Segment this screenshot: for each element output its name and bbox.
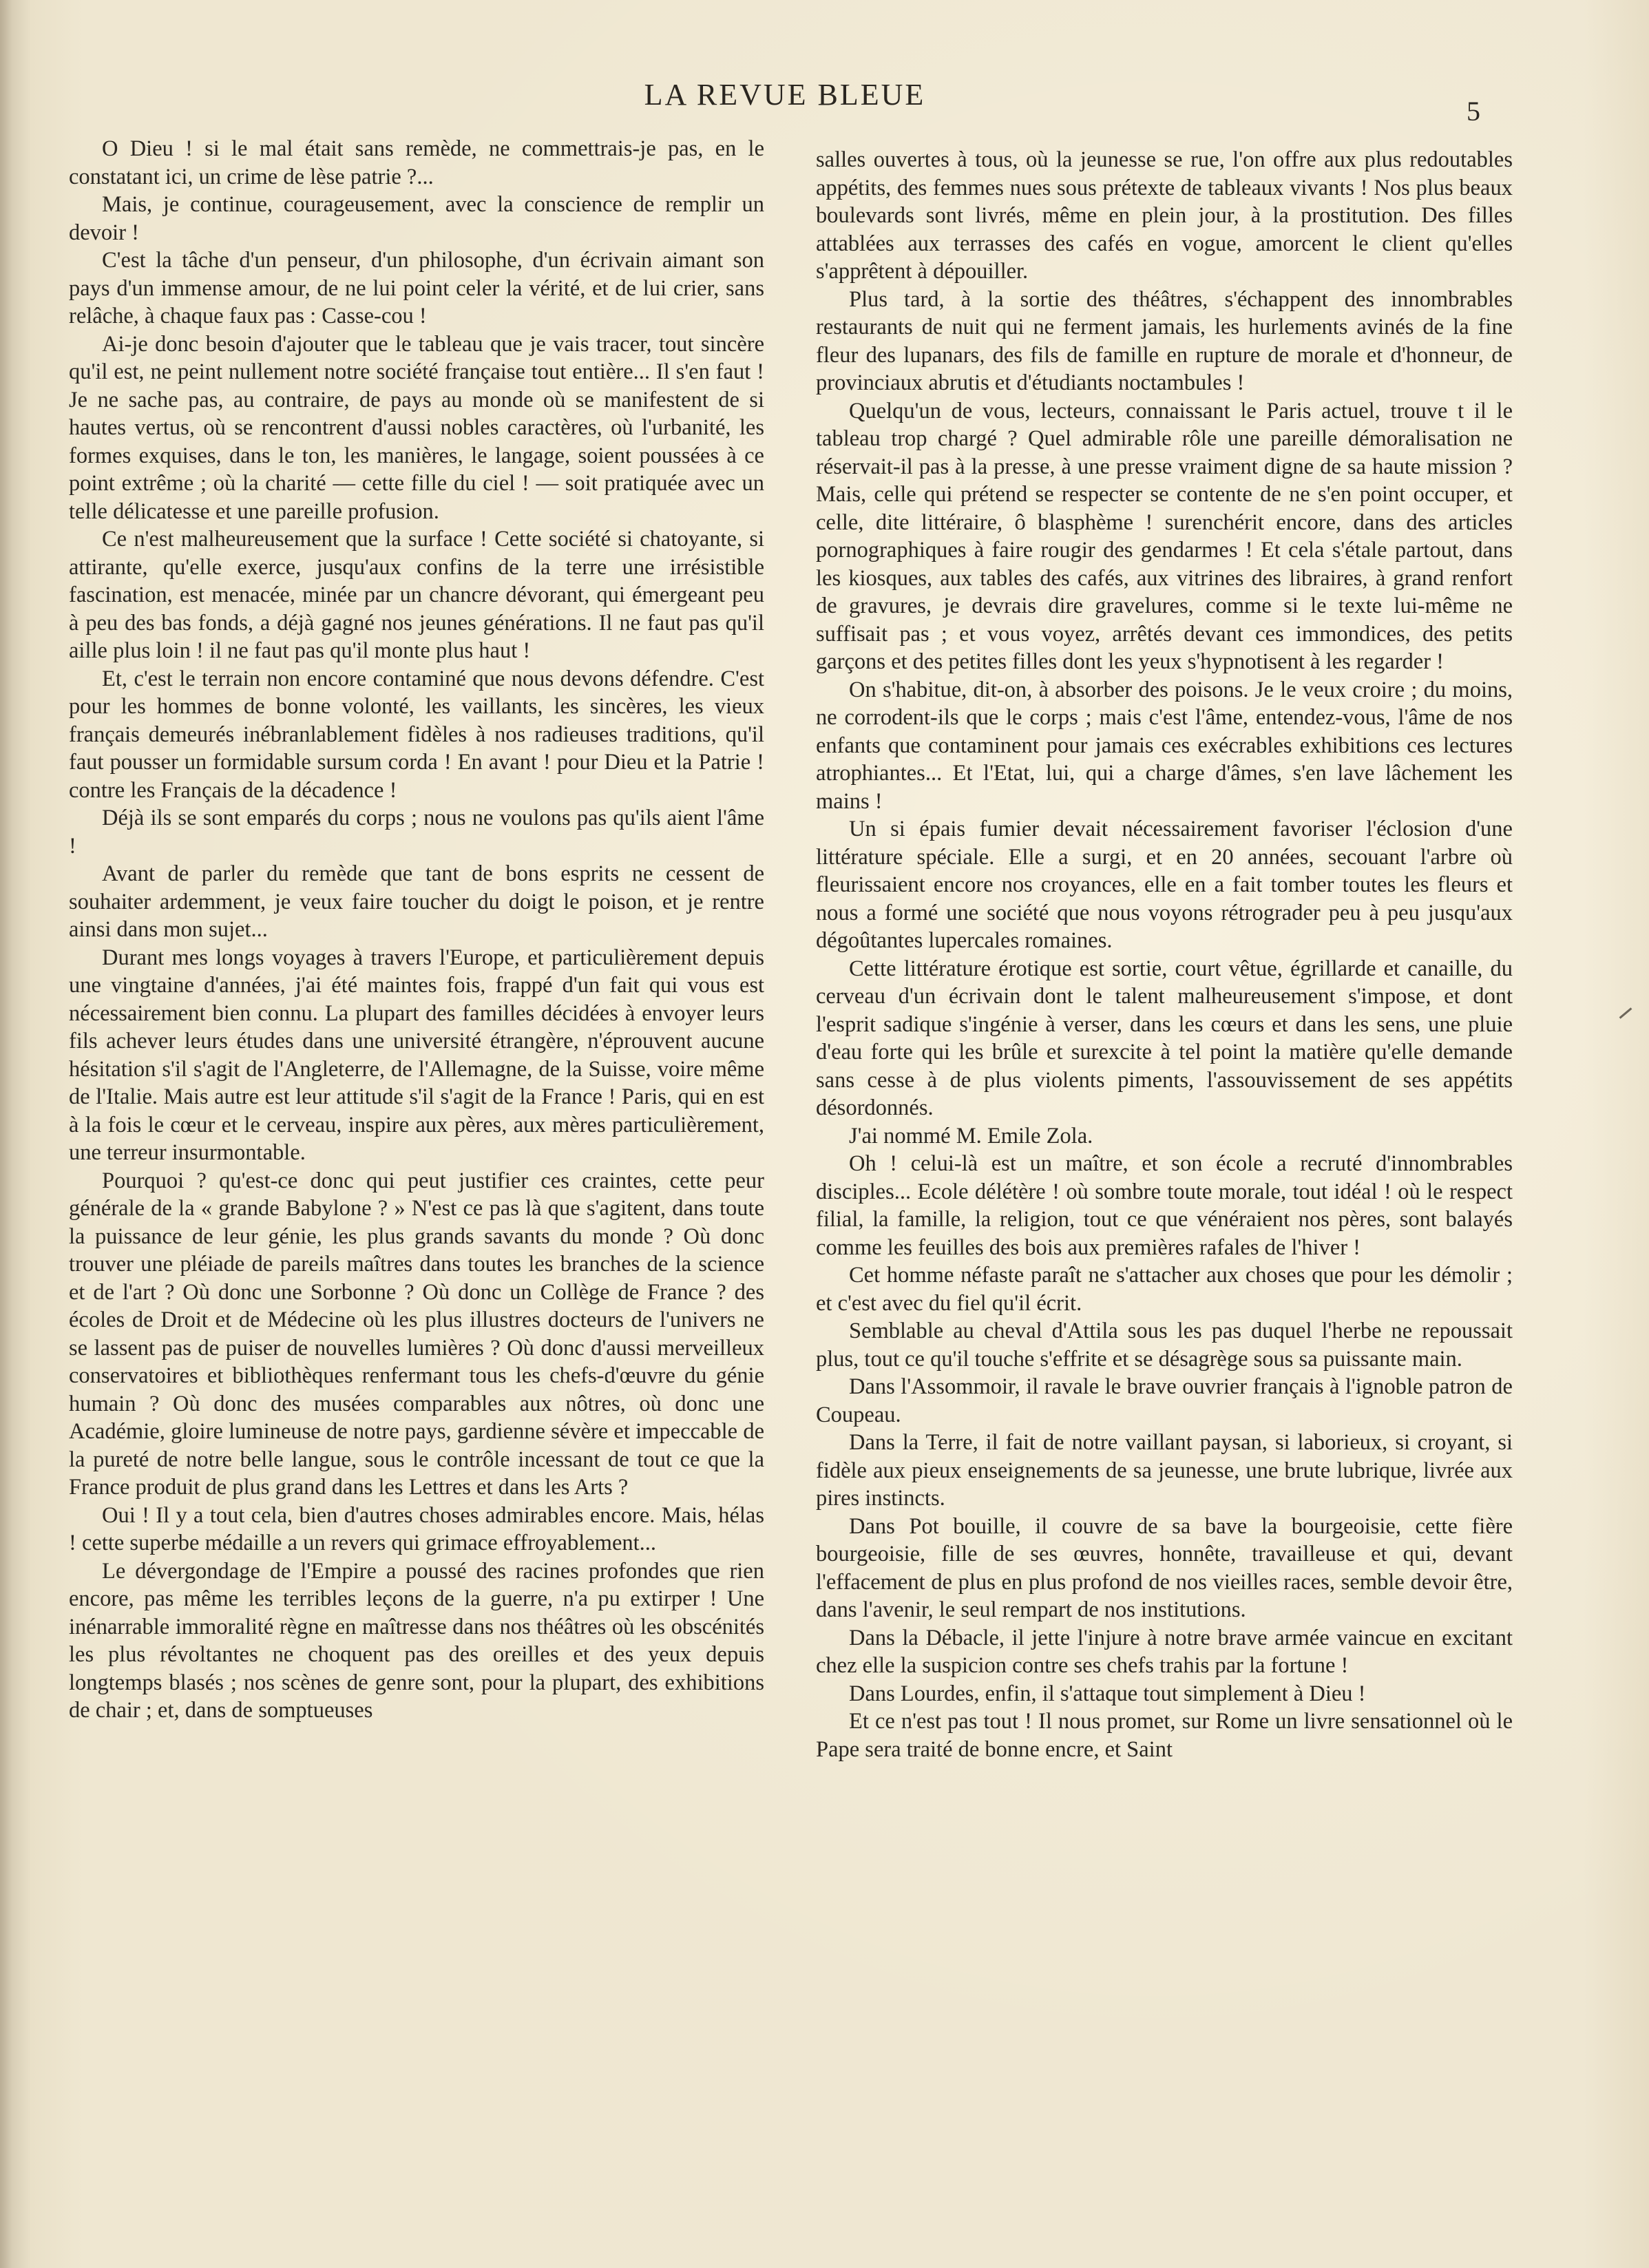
paragraph: Ce n'est malheureusement que la surface ! Cette société si chatoyante, si attirante, qu'elle exerce, jusqu'aux confins de la terre une irrésistible fascination, est menacée, minée par un chancre dévorant, qui émergeant peu à peu des bas fonds, a déjà gagné nos jeunes générations. Il ne faut pas qu'il aille plus loin ! il ne faut pas qu'il monte plus haut !	[69, 527, 764, 663]
paragraph: Quelqu'un de vous, lecteurs, connaissant le Paris actuel, trouve t il le tableau trop chargé ? Quel admirable rôle une pareille démoralisation ne réservait-il pas à la presse, à une presse vraiment digne de sa haute mission ? Mais, celle qui prétend se respecter se contente de ne s'en point occuper, et celle, dite littéraire, ô blasphème ! surenchérit encore, dans des articles pornographiques à faire rougir des gendarmes ! Et cela s'étale partout, dans les kiosques, aux tables des cafés, aux vitrines des libraires, à grand renfort de gravures, je devrais dire gravelures, comme si le texte lui-même ne suffisait pas ; et vous voyez, arrêtés devant ces immondices, des petits garçons et des petites filles dont les yeux s'hypnotisent à les regarder !	[816, 398, 1513, 674]
paragraph: Oui ! Il y a tout cela, bien d'autres choses admirables encore. Mais, hélas ! cette superbe médaille a un revers qui grimace effroyablement...	[69, 1502, 764, 1555]
paragraph: salles ouvertes à tous, où la jeunesse se rue, l'on offre aux plus redoutables appétits, des femmes nues sous prétexte de tableaux vivants ! Nos plus beaux boulevards sont livrés, même en plein jour, à la prostitution. Des filles attablées aux terrasses des cafés en vogue, amorcent le client qu'elles s'apprêtent à dépouiller.	[816, 147, 1513, 284]
paragraph: Ai-je donc besoin d'ajouter que le tableau que je vais tracer, tout sincère qu'il est, ne peint nullement notre société française tout entière... Il s'en faut ! Je ne sache pas, au contraire, de pays au monde où se manifestent de si hautes vertus, où se rencontrent d'aussi nobles caractères, où l'urbanité, les formes exquises, dans le ton, les manières, le langage, soient poussées à ce point extrême ; où la charité — cette fille du ciel ! — soit pratiquée avec un telle délicatesse et une pareille profusion.	[69, 331, 764, 524]
paragraph: Mais, je continue, courageusement, avec la conscience de remplir un devoir !	[69, 192, 764, 245]
right-column	[816, 146, 1513, 1763]
paragraph: Dans la Terre, il fait de notre vaillant paysan, si laborieux, si croyant, si fidèle aux pieux enseignements de sa jeunesse, une brute lubrique, livrée aux pires instincts.	[816, 1430, 1513, 1511]
paragraph: Un si épais fumier devait nécessairement favoriser l'éclosion d'une littérature spéciale. Elle a surgi, et en 20 années, secouant l'arbre où fleurissaient encore nos croyances, elle en a fait tomber toutes les fleurs et nous a formé une société que nous voyons rétrograder peu à peu jusqu'aux dégoûtantes lupercales romaines.	[816, 817, 1513, 953]
journal-title: LA REVUE BLEUE	[644, 78, 926, 112]
paragraph: Déjà ils se sont emparés du corps ; nous ne voulons pas qu'ils aient l'âme !	[69, 806, 764, 859]
paragraph: Pourquoi ? qu'est-ce donc qui peut justifier ces craintes, cette peur générale de la « grande Babylone ? » N'est ce pas là que s'agitent, dans toute la puissance de leur génie, les plus grands savants du monde ? Où donc trouver une pléiade de pareils maîtres dans toutes les branches de la science et de l'art ? Où donc une Sorbonne ? Où donc un Collège de France ? des écoles de Droit et de Médecine où les plus illustres docteurs de l'univers ne se lassent pas de puiser de nouvelles lumières ? Où donc d'aussi merveilleux conservatoires et bibliothèques renfermant tous les chefs-d'œuvre du génie humain ? Où donc des musées comparables aux nôtres, où donc une Académie, gloire lumineuse de notre pays, gardienne sévère et impeccable de la pureté de notre belle langue, sous le contrôle incessant de tout ce que la France produit de plus grand dans les Lettres et dans les Arts ?	[69, 1168, 764, 1500]
paragraph: Dans la Débacle, il jette l'injure à notre brave armée vaincue en excitant chez elle la suspicion contre ses chefs trahis par la fortune !	[816, 1625, 1513, 1678]
paragraph: Oh ! celui-là est un maître, et son école a recruté d'innombrables disciples... Ecole délétère ! où sombre toute morale, tout idéal ! où le respect filial, la famille, la religion, tout ce que vénéraient nos pères, sont balayés comme les feuilles des bois aux premières rafales de l'hiver !	[816, 1151, 1513, 1260]
paragraph: Avant de parler du remède que tant de bons esprits ne cessent de souhaiter ardemment, je veux faire toucher du doigt le poison, et je rentre ainsi dans mon sujet...	[69, 861, 764, 942]
paragraph: O Dieu ! si le mal était sans remède, ne commettrais-je pas, en le constatant ici, un crime de lèse patrie ?...	[69, 136, 764, 189]
paragraph: Et ce n'est pas tout ! Il nous promet, sur Rome un livre sensationnel où le Pape sera traité de bonne encre, et Saint	[816, 1709, 1513, 1762]
paragraph: Le dévergondage de l'Empire a poussé des racines profondes que rien encore, pas même les terribles leçons de la guerre, n'a pu extirper ! Une inénarrable immoralité règne en maîtresse dans nos théâtres où les obscénités les plus révoltantes ne choquent pas des oreilles et des yeux depuis longtemps blasés ; nos scènes de genre sont, pour la plupart, des exhibitions de chair ; et, dans de somptueuses	[69, 1558, 764, 1723]
paragraph: Plus tard, à la sortie des théâtres, s'échappent des innombrables restaurants de nuit qui ne ferment jamais, les hurlements avinés de la fine fleur des lupanars, des fils de famille en rupture de morale et d'honneur, de provinciaux abrutis et d'étudiants noctambules !	[816, 286, 1513, 395]
paragraph: Semblable au cheval d'Attila sous les pas duquel l'herbe ne repoussait plus, tout ce qu'il touche s'effrite et se désagrège sous sa puissante main.	[816, 1319, 1513, 1372]
paragraph: Et, c'est le terrain non encore contaminé que nous devons défendre. C'est pour les hommes de bonne volonté, les vaillants, les sincères, les vieux français demeurés inébranlablement fidèles à nos radieuses traditions, qu'il faut pousser un formidable sursum corda ! En avant ! pour Dieu et la Patrie ! contre les Français de la décadence !	[69, 666, 764, 803]
paragraph: Cet homme néfaste paraît ne s'attacher aux choses que pour les démolir ; et c'est avec du fiel qu'il écrit.	[816, 1263, 1513, 1316]
paragraph: J'ai nommé M. Emile Zola.	[849, 1123, 1093, 1148]
paragraph: Dans Pot bouille, il couvre de sa bave la bourgeoisie, cette fière bourgeoisie, fille de ses œuvres, honnête, travailleuse et qui, devant l'effacement de plus en plus profond de nos vieilles races, semble devoir être, dans l'avenir, le seul rempart de nos institutions.	[816, 1513, 1513, 1622]
page-number: 5	[1467, 96, 1480, 127]
paragraph: Dans l'Assommoir, il ravale le brave ouvrier français à l'ignoble patron de Coupeau.	[816, 1374, 1513, 1427]
paragraph: Durant mes longs voyages à travers l'Europe, et particulièrement depuis une vingtaine d'années, j'ai été maintes fois, frappé d'un fait qui vous est nécessairement bien connu. La plupart des familles décidées à envoyer leurs fils achever leurs études dans une université étrangère, n'éprouvent aucune hésitation s'il s'agit de l'Angleterre, de l'Allemagne, de la Suisse, voire même de l'Italie. Mais autre est leur attitude s'il s'agit de la France ! Paris, qui en est à la fois le cœur et le cerveau, inspire aux pères, aux mères particulièrement, une terreur insurmontable.	[69, 945, 764, 1165]
left-column	[69, 135, 764, 1725]
margin-pen-mark	[1619, 1007, 1632, 1018]
paragraph: Dans Lourdes, enfin, il s'attaque tout simplement à Dieu !	[849, 1681, 1366, 1706]
paragraph: Cette littérature érotique est sortie, court vêtue, égrillarde et canaille, du cerveau d'un écrivain dont le talent malheureusement s'impose, et dont l'esprit sadique s'ingénie à verser, dans les cœurs et dans les sens, une pluie d'eau forte qui les brûle et surexcite à tel point la matière qu'elle demande sans cesse à de plus violents piments, l'assouvissement de ses appétits désordonnés.	[816, 956, 1513, 1120]
paragraph: On s'habitue, dit-on, à absorber des poisons. Je le veux croire ; du moins, ne corrodent-ils que le corps ; mais c'est l'âme, entendez-vous, l'âme de nos enfants que contaminent pour jamais ces exécrables exhibitions ces lectures atrophiantes... Et l'Etat, lui, qui a charge d'âmes, s'en lave lâchement les mains !	[816, 677, 1513, 814]
paragraph: C'est la tâche d'un penseur, d'un philosophe, d'un écrivain aimant son pays d'un immense amour, de ne lui point celer la vérité, et de lui crier, sans relâche, à chaque faux pas : Casse-cou !	[69, 248, 764, 328]
page-header	[0, 77, 1649, 127]
